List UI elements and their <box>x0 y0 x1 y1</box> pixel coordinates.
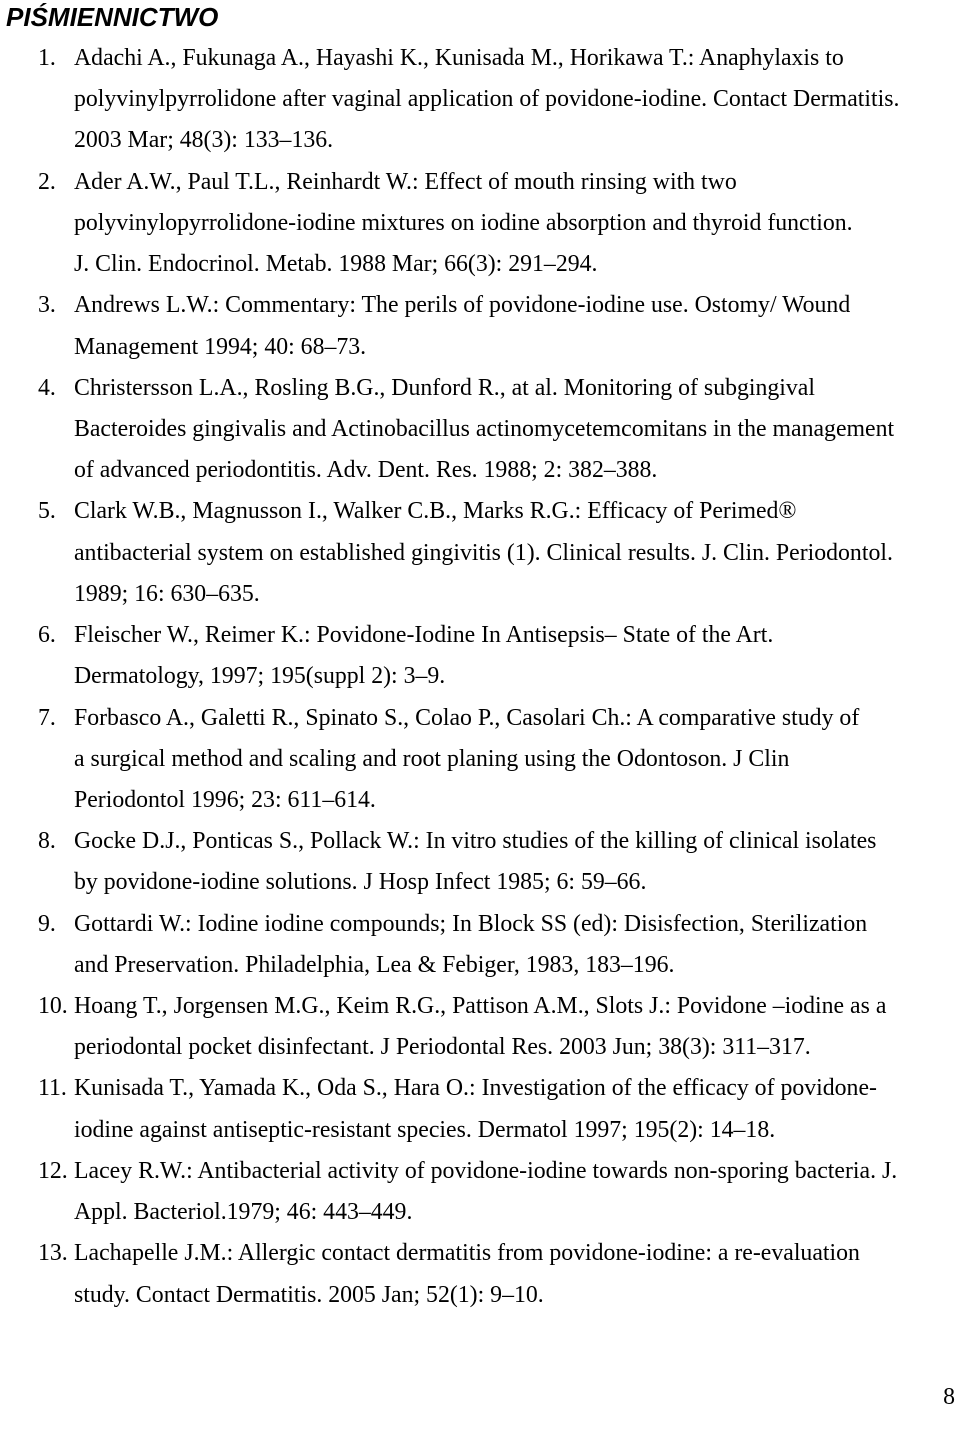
reference-text: Clark W.B., Magnusson I., Walker C.B., Marks R.G.: Efficacy of Perimed® <box>74 498 797 525</box>
reference-item <box>0 1151 960 1233</box>
reference-line <box>0 368 960 409</box>
reference-text: Ader A.W., Paul T.L., Reinhardt W.: Effect of mouth rinsing with two <box>74 168 737 195</box>
reference-number: 12. <box>38 1157 68 1184</box>
reference-text: and Preservation. Philadelphia, Lea & Febiger, 1983, 183–196. <box>74 951 675 978</box>
reference-line <box>0 1110 960 1151</box>
reference-line <box>0 533 960 574</box>
reference-text: Gottardi W.: Iodine iodine compounds; In Block SS (ed): Disisfection, Sterilization <box>74 910 868 937</box>
reference-line <box>0 409 960 450</box>
reference-line <box>0 1233 960 1274</box>
reference-line <box>0 491 960 532</box>
reference-text: 1989; 16: 630–635. <box>74 580 260 607</box>
reference-text: 2003 Mar; 48(3): 133–136. <box>74 127 334 154</box>
reference-text: J. Clin. Endocrinol. Metab. 1988 Mar; 66(3): 291–294. <box>74 251 598 278</box>
reference-list <box>0 38 960 1316</box>
reference-text: study. Contact Dermatitis. 2005 Jan; 52(1): 9–10. <box>74 1281 544 1308</box>
reference-number: 11. <box>38 1075 67 1102</box>
reference-line <box>0 739 960 780</box>
reference-text: polyvinylopyrrolidone-iodine mixtures on iodine absorption and thyroid function. <box>74 209 853 236</box>
reference-text: Lachapelle J.M.: Allergic contact dermatitis from povidone-iodine: a re-evaluation <box>74 1240 860 1267</box>
reference-line <box>0 203 960 244</box>
reference-number: 7. <box>38 704 56 731</box>
reference-line <box>0 862 960 903</box>
reference-line <box>0 656 960 697</box>
reference-number: 3. <box>38 292 56 319</box>
reference-number: 6. <box>38 622 56 649</box>
reference-text: Dermatology, 1997; 195(suppl 2): 3–9. <box>74 663 446 690</box>
reference-text: Kunisada T., Yamada K., Oda S., Hara O.: Investigation of the efficacy of povidone- <box>74 1075 877 1102</box>
reference-line <box>0 79 960 120</box>
reference-line <box>0 38 960 79</box>
reference-line <box>0 780 960 821</box>
reference-number: 2. <box>38 168 56 195</box>
reference-line <box>0 1151 960 1192</box>
reference-item <box>0 285 960 367</box>
reference-line <box>0 285 960 326</box>
reference-item <box>0 162 960 286</box>
reference-number: 8. <box>38 828 56 855</box>
reference-number: 13. <box>38 1240 68 1267</box>
reference-item <box>0 615 960 697</box>
reference-text: Appl. Bacteriol.1979; 46: 443–449. <box>74 1199 413 1226</box>
reference-line <box>0 1027 960 1068</box>
reference-line <box>0 904 960 945</box>
reference-text: Fleischer W., Reimer K.: Povidone-Iodine In Antisepsis– State of the Art. <box>74 622 774 649</box>
reference-line <box>0 1068 960 1109</box>
reference-item <box>0 1233 960 1315</box>
reference-line <box>0 821 960 862</box>
reference-text: Forbasco A., Galetti R., Spinato S., Colao P., Casolari Ch.: A comparative study of <box>74 704 860 731</box>
reference-text: Bacteroides gingivalis and Actinobacillus actinomycetemcomitans in the management <box>74 415 895 442</box>
reference-line <box>0 162 960 203</box>
reference-text: of advanced periodontitis. Adv. Dent. Res. 1988; 2: 382–388. <box>74 457 658 484</box>
reference-line <box>0 574 960 615</box>
reference-text: iodine against antiseptic-resistant species. Dermatol 1997; 195(2): 14–18. <box>74 1116 776 1143</box>
reference-text: periodontal pocket disinfectant. J Periodontal Res. 2003 Jun; 38(3): 311–317. <box>74 1034 811 1061</box>
reference-line <box>0 615 960 656</box>
reference-line <box>0 244 960 285</box>
reference-number: 10. <box>38 993 68 1020</box>
reference-line <box>0 120 960 161</box>
reference-item <box>0 698 960 822</box>
reference-text: Lacey R.W.: Antibacterial activity of povidone-iodine towards non-sporing bacteria. J. <box>74 1157 898 1184</box>
reference-text: polyvinylpyrrolidone after vaginal application of povidone-iodine. Contact Dermatitis. <box>74 86 900 113</box>
reference-line <box>0 986 960 1027</box>
reference-text: by povidone-iodine solutions. J Hosp Infect 1985; 6: 59–66. <box>74 869 647 896</box>
reference-text: antibacterial system on established gingivitis (1). Clinical results. J. Clin. Periodontol. <box>74 539 893 566</box>
reference-line <box>0 1192 960 1233</box>
reference-text: Management 1994; 40: 68–73. <box>74 333 367 360</box>
reference-text: Hoang T., Jorgensen M.G., Keim R.G., Pattison A.M., Slots J.: Povidone –iodine as a <box>74 993 887 1020</box>
page-number: 8 <box>943 1384 955 1410</box>
page-heading: PIŚMIENNICTWO <box>6 2 219 32</box>
reference-item <box>0 368 960 492</box>
reference-item <box>0 38 960 162</box>
reference-number: 9. <box>38 910 56 937</box>
reference-text: Periodontol 1996; 23: 611–614. <box>74 786 376 813</box>
reference-item <box>0 821 960 903</box>
reference-text: Adachi A., Fukunaga A., Hayashi K., Kunisada M., Horikawa T.: Anaphylaxis to <box>74 45 844 71</box>
reference-number: 4. <box>38 374 56 401</box>
reference-line <box>0 945 960 986</box>
reference-item <box>0 986 960 1068</box>
reference-text: Andrews L.W.: Commentary: The perils of povidone-iodine use. Ostomy/ Wound <box>74 292 851 319</box>
reference-line <box>0 327 960 368</box>
reference-item <box>0 1068 960 1150</box>
reference-number: 5. <box>38 498 56 525</box>
reference-line <box>0 698 960 739</box>
reference-item <box>0 904 960 986</box>
reference-line <box>0 1275 960 1316</box>
reference-text: a surgical method and scaling and root planing using the Odontoson. J Clin <box>74 745 790 772</box>
reference-item <box>0 491 960 615</box>
reference-line <box>0 450 960 491</box>
reference-number: 1. <box>38 45 56 71</box>
reference-text: Gocke D.J., Ponticas S., Pollack W.: In vitro studies of the killing of clinical isolates <box>74 828 877 855</box>
reference-text: Christersson L.A., Rosling B.G., Dunford R., at al. Monitoring of subgingival <box>74 374 815 401</box>
